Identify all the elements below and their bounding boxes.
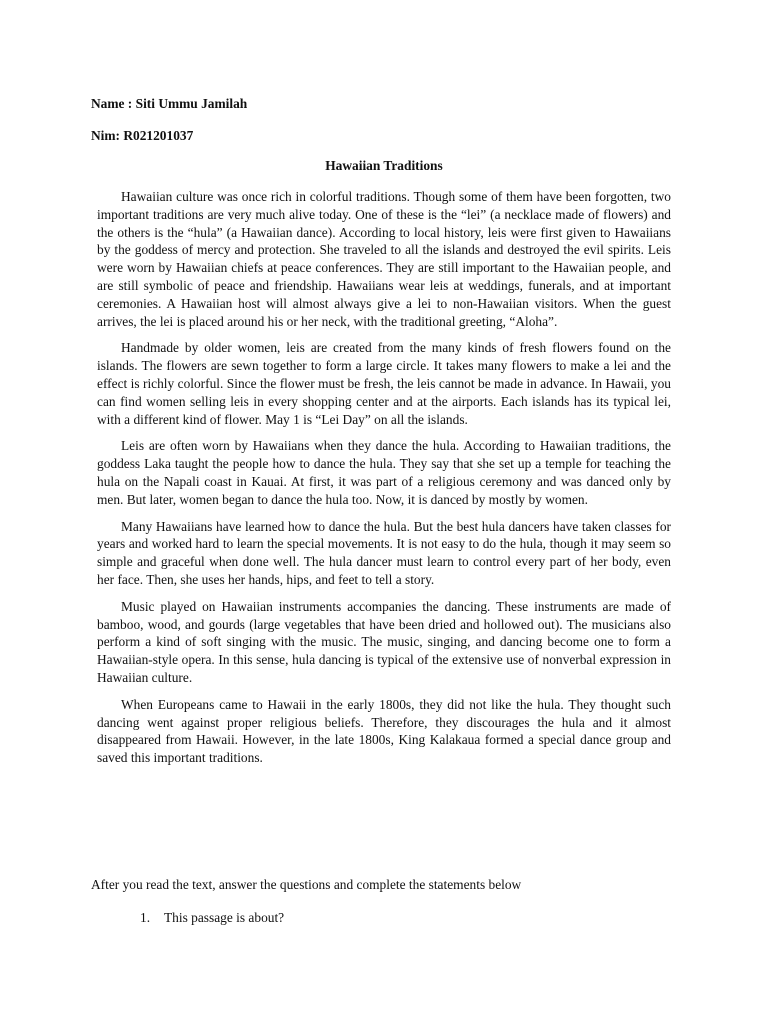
- paragraph-3: Leis are often worn by Hawaiians when they dance the hula. According to Hawaiian traditions, the goddess Laka taught the people how to dance the hula. They say that she set up a temple for teaching the hula on the Napali coast in Kauai. At first, it was part of a religious ceremony and was danced only by men. But later, women began to dance the hula too. Now, it is danced by mostly by women.: [97, 438, 671, 507]
- document-title: Hawaiian Traditions: [325, 158, 443, 173]
- student-nim: Nim: R021201037: [91, 128, 194, 143]
- question-list: [140, 910, 284, 926]
- paragraph-2: Handmade by older women, leis are created from the many kinds of fresh flowers found on the islands. The flowers are sewn together to form a large circle. It takes many flowers to make a lei and the effect is richly colorful. Since the flower must be fresh, the leis cannot be made in advance. In Hawaii, you can find women selling leis in every shopping center and at the airports. Each islands has its typical lei, with a different kind of flower. May 1 is “Lei Day” on all the islands.: [97, 340, 671, 427]
- paragraph-6: When Europeans came to Hawaii in the early 1800s, they did not like the hula. They thought such dancing went against proper religious beliefs. Therefore, they discourages the hula and it almost disappeared from Hawaii. However, in the late 1800s, King Kalakaua formed a special dance group and saved this important traditions.: [97, 696, 671, 766]
- paragraph-4: Many Hawaiians have learned how to dance the hula. But the best hula dancers have taken classes for years and worked hard to learn the special movements. It is not easy to do the hula, though it may seem so simple and graceful when done well. The hula dancer must learn to control every part of her body, even her face. Then, she uses her hands, hips, and feet to tell a story.: [97, 518, 671, 587]
- student-name: Name : Siti Ummu Jamilah: [91, 96, 248, 111]
- question-number: 1.: [140, 910, 151, 925]
- reading-passage: [97, 188, 671, 776]
- instruction-text: After you read the text, answer the questions and complete the statements below: [91, 877, 522, 892]
- paragraph-1: Hawaiian culture was once rich in colorful traditions. Though some of them have been forgotten, two important traditions are very much alive today. One of these is the “lei” (a necklace made of flowers) and the others is the “hula” (a Hawaiian dance). According to local history, leis were first given to Hawaiians by the goddess of mercy and protection. She traveled to all the islands and destroyed the evil spirits. Leis were worn by Hawaiian chiefs at peace conferences. They are still important to the Hawaiian people, and are still symbolic of peace and friendship. Hawaiians wear leis at weddings, funerals, and at important ceremonies. A Hawaiian host will almost always give a lei to non-Hawaiian visitors. When the guest arrives, the lei is placed around his or her neck, with the traditional greeting, “Aloha”.: [97, 189, 671, 329]
- question-text: This passage is about?: [164, 910, 285, 925]
- question-item: [140, 910, 284, 926]
- paragraph-5: Music played on Hawaiian instruments accompanies the dancing. These instruments are made of bamboo, wood, and gourds (large vegetables that have been dried and hollowed out). The musicians also perform a kind of soft singing with the music. The music, singing, and dancing become one to form a Hawaiian-style opera. In this sense, hula dancing is typical of the extensive use of nonverbal expression in Hawaiian culture.: [97, 598, 671, 685]
